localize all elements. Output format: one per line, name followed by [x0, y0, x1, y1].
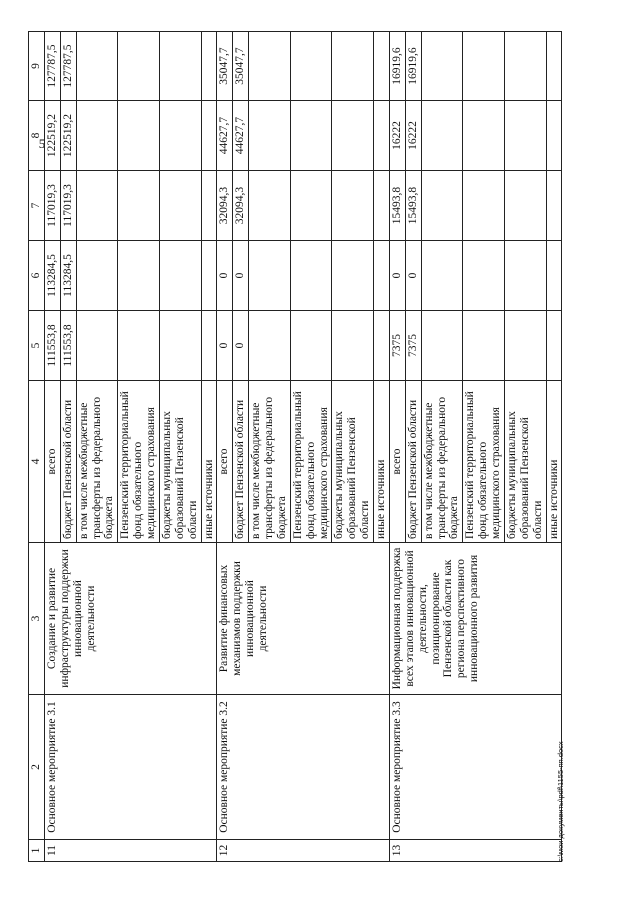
value-cell [504, 241, 546, 311]
value-cell: 44627,7 [233, 101, 249, 171]
value-cell [546, 171, 562, 241]
header-row [29, 32, 45, 862]
value-cell: 0 [233, 241, 249, 311]
table-row [217, 32, 233, 862]
value-cell: 7375 [389, 311, 405, 381]
measure-name: Основное мероприятие 3.2 [217, 695, 390, 840]
col-header: 7 [29, 171, 45, 241]
value-cell: 113284,5 [60, 241, 76, 311]
funding-source: бюджеты муниципальных образований Пензенской области [332, 381, 374, 543]
footer-file-path: c:\мои документы\pdf\1155-пп.docx [556, 741, 565, 862]
rotated-landscape-content [28, 32, 588, 862]
value-cell: 0 [405, 241, 421, 311]
table-row [44, 32, 60, 862]
value-cell [374, 32, 390, 101]
value-cell: 35047,7 [217, 32, 233, 101]
value-cell [546, 32, 562, 101]
value-cell [290, 241, 332, 311]
value-cell: 0 [217, 241, 233, 311]
value-cell [249, 101, 291, 171]
funding-source: бюджет Пензенской области [60, 381, 76, 543]
value-cell [201, 241, 217, 311]
value-cell [249, 171, 291, 241]
value-cell: 122519,2 [60, 101, 76, 171]
value-cell [118, 171, 160, 241]
value-cell [463, 311, 505, 381]
value-cell [504, 32, 546, 101]
value-cell: 44627,7 [217, 101, 233, 171]
value-cell [421, 241, 463, 311]
page-number: 5 [38, 136, 46, 151]
value-cell [374, 171, 390, 241]
value-cell: 122519,2 [44, 101, 60, 171]
value-cell [76, 241, 118, 311]
funding-source: бюджеты муниципальных образований Пензенской области [159, 381, 201, 543]
value-cell [463, 171, 505, 241]
value-cell [504, 101, 546, 171]
col-header: 3 [29, 543, 45, 695]
value-cell: 0 [217, 311, 233, 381]
value-cell: 16919,6 [389, 32, 405, 101]
value-cell [504, 171, 546, 241]
value-cell [546, 101, 562, 171]
value-cell [201, 101, 217, 171]
value-cell: 0 [233, 311, 249, 381]
value-cell [332, 241, 374, 311]
funding-source: бюджет Пензенской области [233, 381, 249, 543]
funding-source: всего [389, 381, 405, 543]
value-cell [76, 101, 118, 171]
table-body [44, 32, 562, 862]
value-cell [159, 101, 201, 171]
value-cell: 16919,6 [405, 32, 421, 101]
funding-source: Пензенский территориальный фонд обязательного медицинского страхования [118, 381, 160, 543]
funding-source: бюджет Пензенской области [405, 381, 421, 543]
value-cell: 113284,5 [44, 241, 60, 311]
value-cell [546, 311, 562, 381]
value-cell [249, 311, 291, 381]
funding-source: всего [44, 381, 60, 543]
value-cell: 32094,3 [217, 171, 233, 241]
value-cell: 111553,8 [60, 311, 76, 381]
row-number: 13 [389, 840, 562, 862]
value-cell [332, 311, 374, 381]
value-cell [159, 171, 201, 241]
value-cell [290, 171, 332, 241]
value-cell: 16222 [405, 101, 421, 171]
funding-source: иные источники [201, 381, 217, 543]
funding-source: Пензенский территориальный фонд обязательного медицинского страхования [290, 381, 332, 543]
budget-table [28, 31, 562, 862]
value-cell [290, 32, 332, 101]
value-cell [332, 171, 374, 241]
value-cell: 127787,5 [60, 32, 76, 101]
value-cell [421, 171, 463, 241]
value-cell [421, 101, 463, 171]
value-cell [374, 241, 390, 311]
value-cell: 111553,8 [44, 311, 60, 381]
measure-name: Основное мероприятие 3.3 [389, 695, 562, 840]
value-cell [76, 171, 118, 241]
value-cell [201, 311, 217, 381]
col-header: 8 [29, 101, 45, 171]
col-header: 1 [29, 840, 45, 862]
col-header: 4 [29, 381, 45, 543]
col-header: 5 [29, 311, 45, 381]
value-cell [118, 101, 160, 171]
row-number: 11 [44, 840, 217, 862]
value-cell [374, 101, 390, 171]
value-cell [249, 241, 291, 311]
value-cell: 15493,8 [405, 171, 421, 241]
value-cell [76, 32, 118, 101]
funding-source: всего [217, 381, 233, 543]
row-number: 12 [217, 840, 390, 862]
value-cell: 15493,8 [389, 171, 405, 241]
value-cell: 117019,3 [60, 171, 76, 241]
value-cell: 127787,5 [44, 32, 60, 101]
value-cell: 117019,3 [44, 171, 60, 241]
value-cell: 35047,7 [233, 32, 249, 101]
col-header: 6 [29, 241, 45, 311]
value-cell [332, 32, 374, 101]
col-header: 9 [29, 32, 45, 101]
value-cell [201, 171, 217, 241]
value-cell [76, 311, 118, 381]
value-cell [463, 32, 505, 101]
funding-source: в том числе межбюджетные трансферты из федерального бюджета [76, 381, 118, 543]
value-cell [546, 241, 562, 311]
funding-source: в том числе межбюджетные трансферты из федерального бюджета [249, 381, 291, 543]
table-row [389, 32, 405, 862]
funding-source: иные источники [546, 381, 562, 543]
funding-source: иные источники [374, 381, 390, 543]
value-cell [159, 32, 201, 101]
value-cell [118, 241, 160, 311]
value-cell [290, 101, 332, 171]
funding-source: в том числе межбюджетные трансферты из федерального бюджета [421, 381, 463, 543]
funding-source: бюджеты муниципальных образований Пензенской области [504, 381, 546, 543]
value-cell [463, 241, 505, 311]
value-cell [463, 101, 505, 171]
measure-description: Создание и развитие инфраструктуры поддержки инновационной деятельности [44, 543, 217, 695]
value-cell [332, 101, 374, 171]
value-cell: 0 [389, 241, 405, 311]
value-cell [118, 311, 160, 381]
value-cell [159, 241, 201, 311]
value-cell [249, 32, 291, 101]
value-cell [159, 311, 201, 381]
value-cell [504, 311, 546, 381]
value-cell: 16222 [389, 101, 405, 171]
value-cell [374, 311, 390, 381]
value-cell [118, 32, 160, 101]
value-cell [201, 32, 217, 101]
funding-source: Пензенский территориальный фонд обязательного медицинского страхования [463, 381, 505, 543]
value-cell: 7375 [405, 311, 421, 381]
col-header: 2 [29, 695, 45, 840]
value-cell: 32094,3 [233, 171, 249, 241]
value-cell [290, 311, 332, 381]
value-cell [421, 32, 463, 101]
measure-name: Основное мероприятие 3.1 [44, 695, 217, 840]
measure-description: Информационная поддержка всех этапов инновационной деятельности, позиционирование Пензенской области как региона перспективного инновационного развития [389, 543, 562, 695]
measure-description: Развитие финансовых механизмов поддержки инновационной деятельности [217, 543, 390, 695]
value-cell [421, 311, 463, 381]
